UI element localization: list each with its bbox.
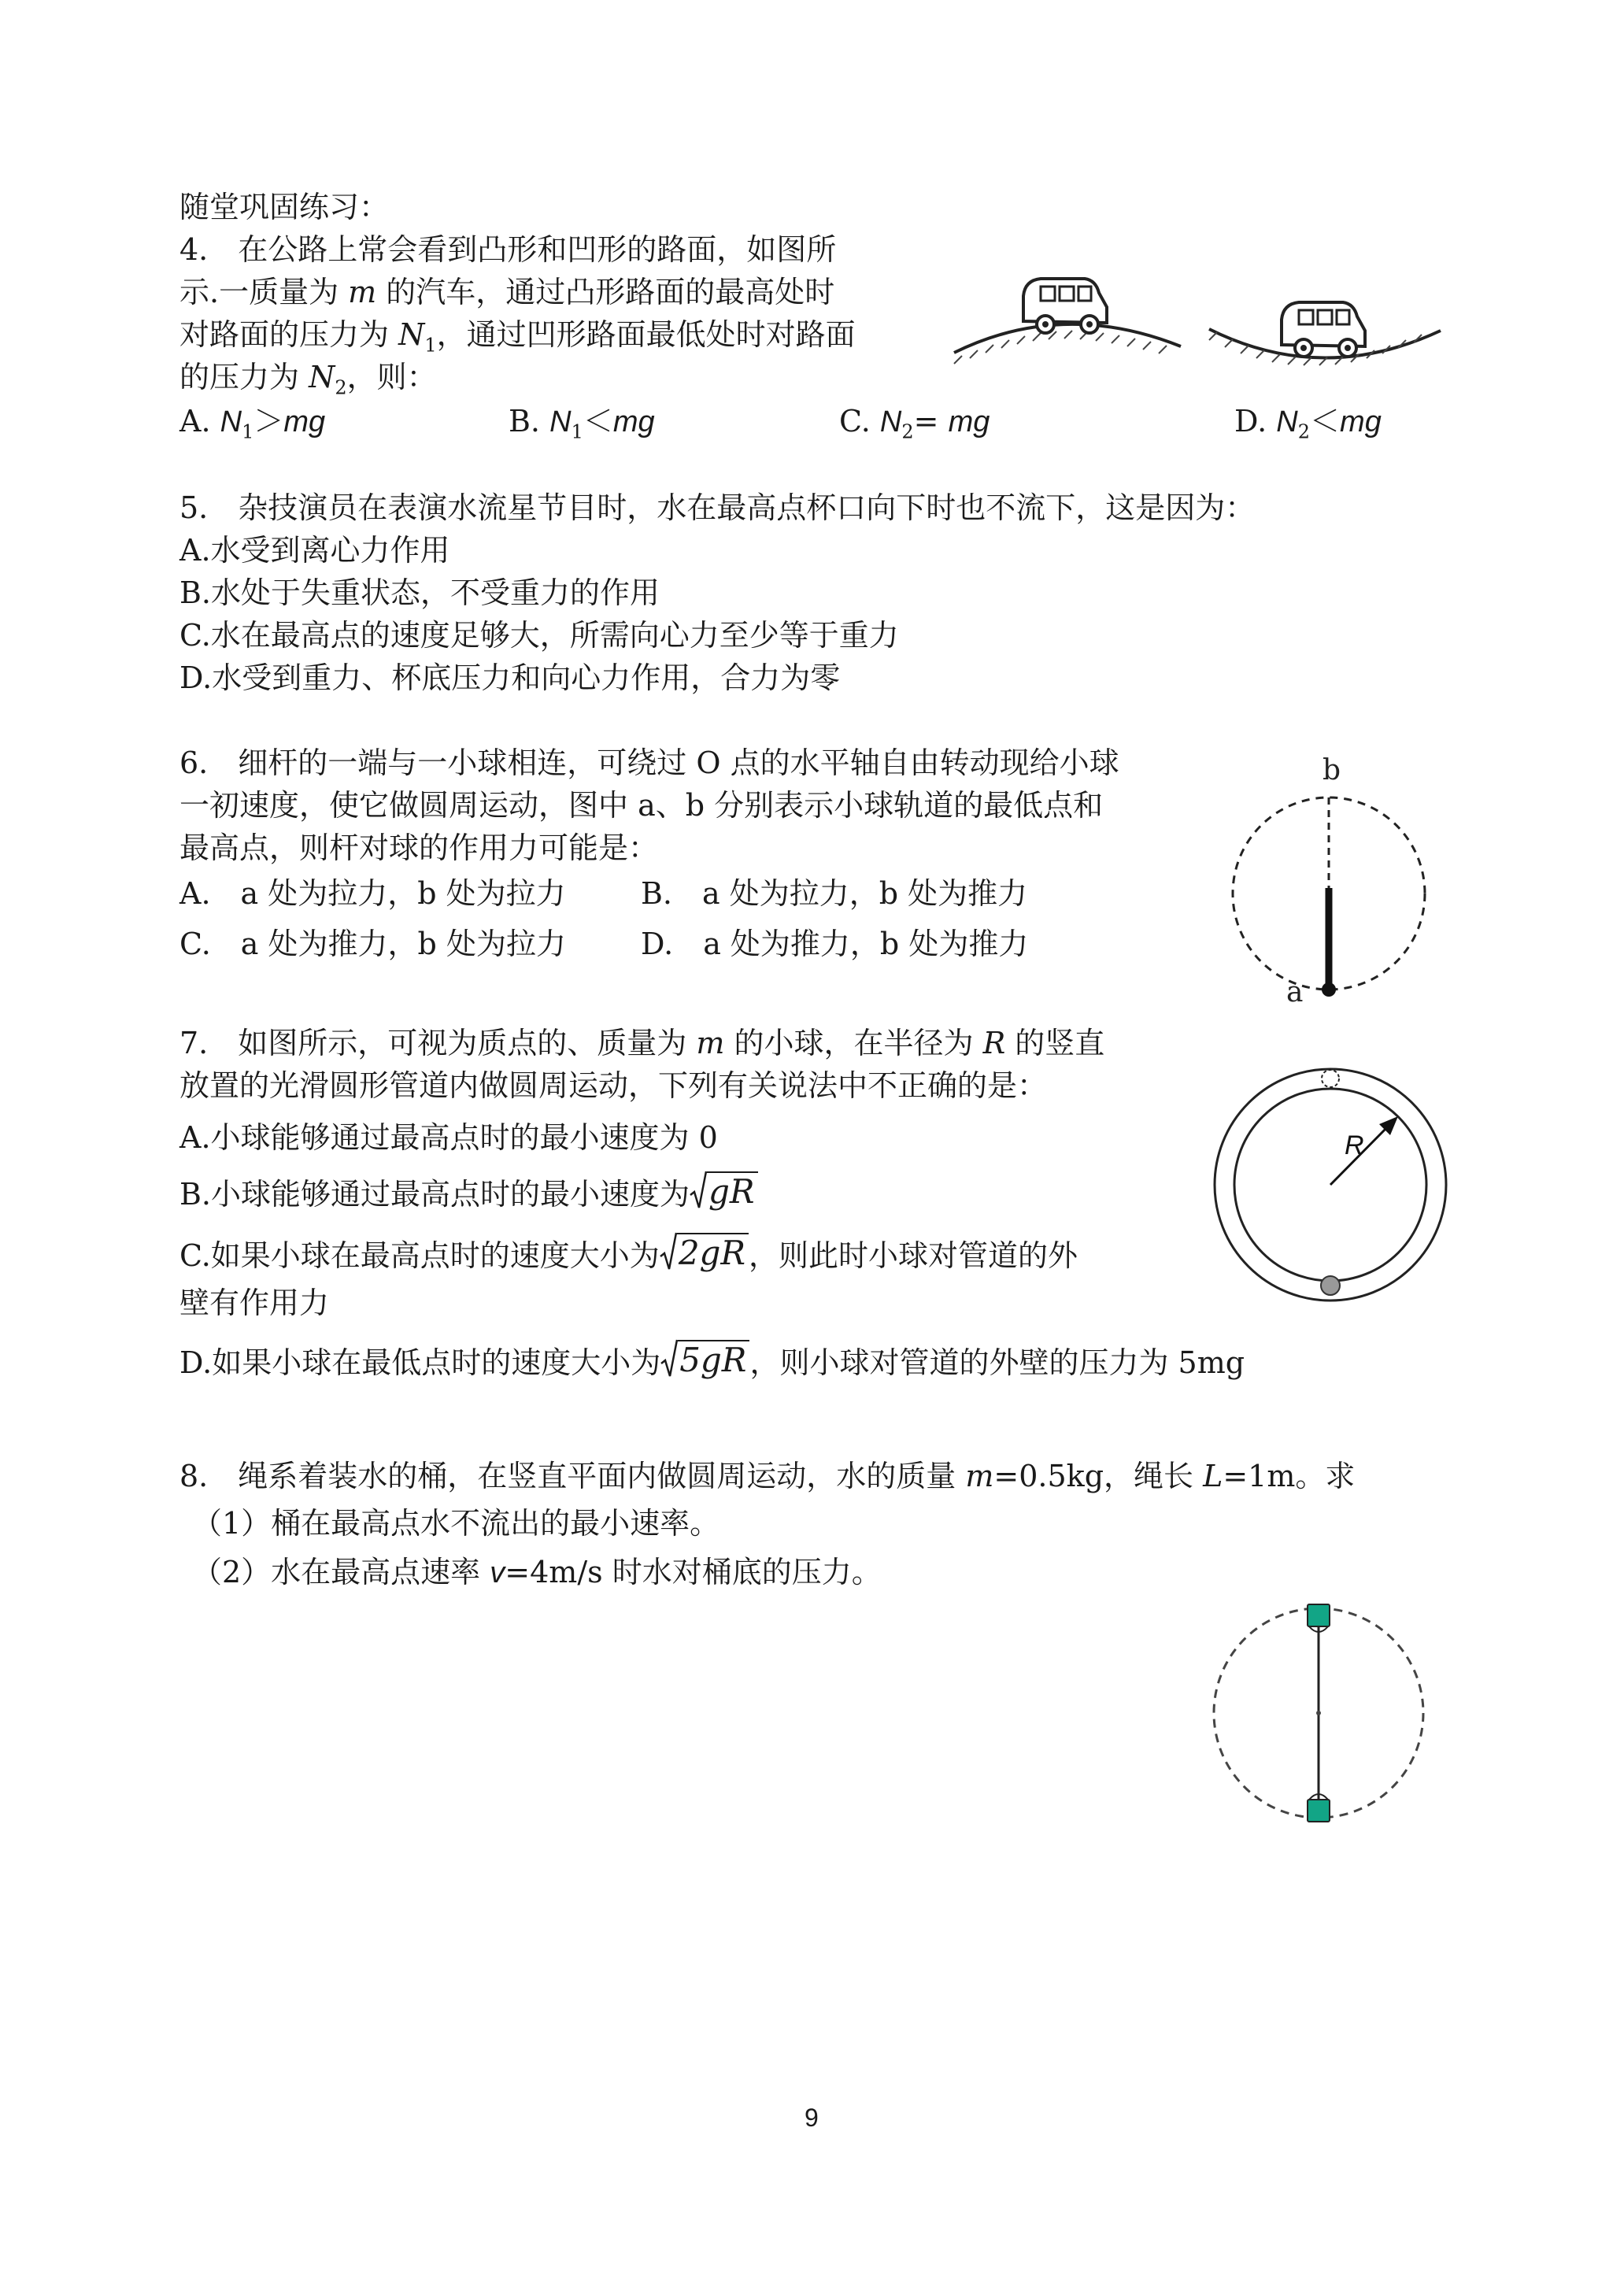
car-on-concave-icon	[1282, 302, 1365, 357]
sqrt-5gR: 5gR	[660, 1338, 749, 1379]
q7-option-c: C.如果小球在最高点时的速度大小为 2gR ，则此时小球对管道的外	[179, 1231, 1078, 1275]
q7-option-b: B.小球能够通过最高点时的最小速度为 gR	[179, 1170, 758, 1214]
q6-option-b: B. a 处为拉力，b 处为推力	[641, 876, 1028, 911]
q7-ball-bottom	[1321, 1276, 1340, 1295]
q5-option-c: C.水在最高点的速度足够大，所需向心力至少等于重力	[179, 618, 899, 653]
q8-bucket-figure	[1212, 1597, 1433, 1841]
q6-option-c: C. a 处为推力，b 处为拉力	[179, 927, 566, 961]
q6-label-a: a	[1286, 976, 1304, 1008]
q4-line1: 4. 在公路上常会看到凸形和凹形的路面，如图所	[179, 232, 837, 267]
q4-line4: 的压力为 $N_2$，则：	[179, 360, 437, 399]
q7-ball-top-dashed	[1322, 1070, 1339, 1087]
q6-option-d: D. a 处为推力，b 处为推力	[641, 927, 1029, 961]
q8-line1: 8. 绳系着装水的桶，在竖直平面内做圆周运动，水的质量 m=0.5kg，绳长 L=1m。求	[179, 1459, 1356, 1493]
q8-center-point	[1316, 1711, 1321, 1715]
q7-line2: 放置的光滑圆形管道内做圆周运动，下列有关说法中不正确的是：	[179, 1068, 1048, 1103]
q7-option-c-line2: 壁有作用力	[179, 1286, 330, 1320]
section-title: 随堂巩固练习：	[179, 190, 390, 224]
q4-road-figure	[945, 252, 1448, 370]
q6-ball	[1322, 982, 1336, 997]
sqrt-gR: gR	[690, 1170, 758, 1211]
q8-sub1: （1）桶在最高点水不流出的最小速率。	[192, 1506, 720, 1541]
q6-line1: 6. 细杆的一端与一小球相连，可绕过 O 点的水平轴自由转动现给小球	[179, 746, 1119, 780]
q4-option-b: B. $N_1<mg$	[509, 404, 655, 443]
q4-option-c: C. $N_2=$ mg	[839, 404, 990, 443]
q4-line2: 示.一质量为 m 的汽车，通过凸形路面的最高处时	[179, 275, 835, 309]
q7-option-d: D.如果小球在最低点时的速度大小为 5gR ，则小球对管道的外壁的压力为 5mg	[179, 1338, 1245, 1382]
q6-line3: 最高点，则杆对球的作用力可能是：	[179, 831, 659, 865]
q5-option-a: A.水受到离心力作用	[179, 533, 450, 568]
q4-option-d: D. $N_2<mg$	[1234, 404, 1382, 443]
q7-radius-label: R	[1345, 1130, 1364, 1160]
q6-rod-circle-figure	[1219, 748, 1439, 1016]
q4-line3: 对路面的压力为 $N_1$，通过凹形路面最低处时对路面	[179, 317, 856, 357]
q4-option-a: A. $N_1>mg$	[179, 404, 326, 443]
q6-label-b: b	[1323, 754, 1341, 786]
q7-tube-figure	[1212, 1063, 1448, 1307]
q5-option-b: B.水处于失重状态，不受重力的作用	[179, 575, 660, 610]
q7-option-a: A.小球能够通过最高点时的最小速度为 0	[179, 1120, 718, 1155]
q5-option-d: D.水受到重力、杯底压力和向心力作用，合力为零	[179, 660, 841, 695]
q6-option-a: A. a 处为拉力，b 处为拉力	[179, 876, 566, 911]
q6-line2: 一初速度，使它做圆周运动，图中 a、b 分别表示小球轨道的最低点和	[179, 788, 1104, 823]
convex-road	[954, 324, 1181, 364]
q5-stem: 5. 杂技演员在表演水流星节目时，水在最高点杯口向下时也不流下，这是因为：	[179, 490, 1256, 525]
q8-sub2: （2）水在最高点速率 v=4m/s 时水对桶底的压力。	[192, 1555, 882, 1589]
q7-line1: 7. 如图所示，可视为质点的、质量为 m 的小球，在半径为 R 的竖直	[179, 1026, 1105, 1060]
page-number: 9	[805, 2103, 819, 2132]
sqrt-2gR: 2gR	[660, 1231, 749, 1272]
